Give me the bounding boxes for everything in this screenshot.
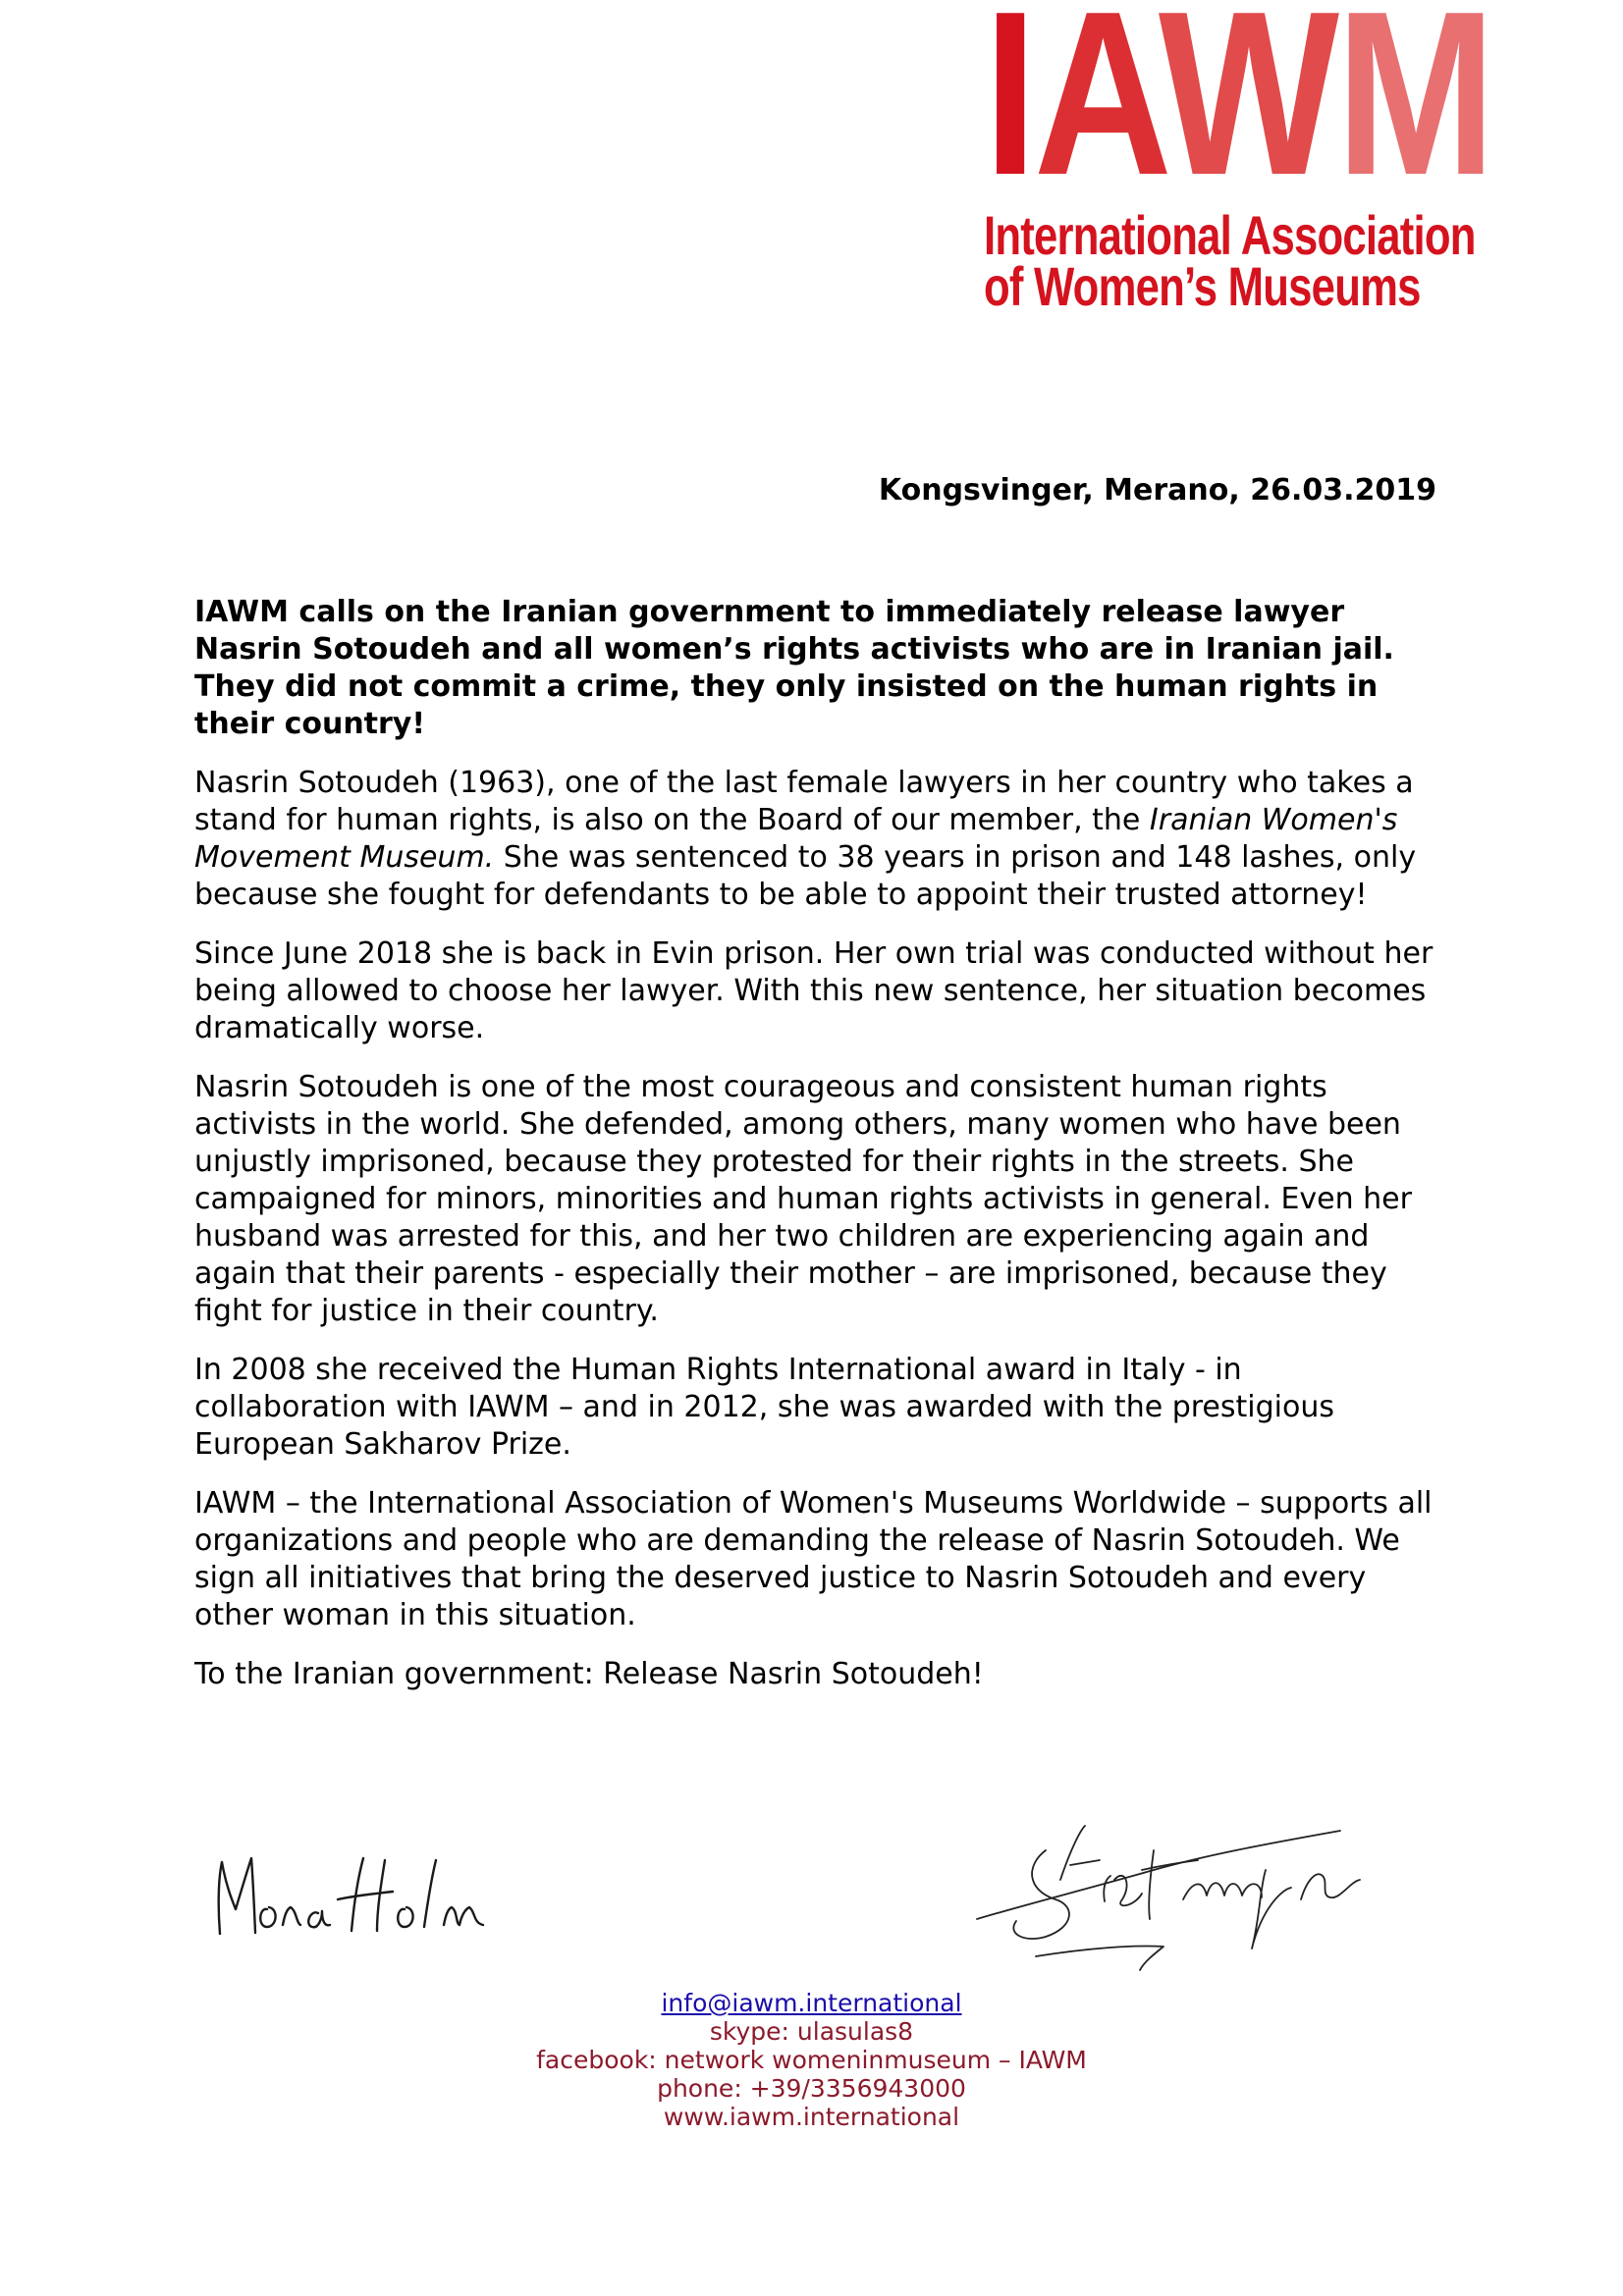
headline: IAWM calls on the Iranian government to immediately release lawyer Nasrin Sotoudeh and all women’s rights activists who are in Iranian jail. They did not commit a crime, they only insisted on the human rights in their country! <box>194 595 1394 741</box>
museum-name: Iranian Women's Movement Museum. <box>194 803 1398 875</box>
logo-acronym: IAWM <box>984 0 1493 224</box>
paragraph-4: In 2008 she received the Human Rights International award in Italy - in collaboration with IAWM – and in 2012, she was awarded with the prestigious European Sakharov Prize. <box>194 1353 1334 1462</box>
signature-mona-holm <box>208 1841 503 1949</box>
phone-line: phone: +39/3356943000 <box>657 2074 966 2103</box>
paragraph-2: Since June 2018 she is back in Evin prison. Her own trial was conducted without her being allowed to choose her lawyer. With this new sentence, her situation becomes dramatically worse. <box>194 936 1434 1045</box>
paragraph-5: IAWM – the International Association of Women's Museums Worldwide – supports all organizations and people who are demanding the release of Nasrin Sotoudeh. We sign all initiatives that bring the deserved justice to Nasrin Sotoudeh and every other woman in this situation. <box>194 1486 1433 1632</box>
paragraph-3: Nasrin Sotoudeh is one of the most courageous and consistent human rights activists in the world. She defended, among others, many women who have been unjustly imprisoned, because they protested for their rights in the streets. She campaigned for minors, minorities and human rights activists in general. Even her husband was arrested for this, and her two children are experiencing again and again that their parents - especially their mother – are imprisoned, because they fight for justice in their country. <box>194 1070 1412 1328</box>
paragraph-6: To the Iranian government: Release Nasrin Sotoudeh! <box>194 1657 984 1691</box>
skype-line: skype: ulasulas8 <box>709 2017 914 2046</box>
iawm-logo <box>984 0 1493 317</box>
website-line: www.iawm.international <box>663 2103 960 2131</box>
dateline: Kongsvinger, Merano, 26.03.2019 <box>878 473 1436 507</box>
email-link[interactable]: info@iawm.international <box>661 1989 962 2017</box>
logo-line-1: International Association <box>984 204 1476 266</box>
logo-line-2: of Women’s Museums <box>984 255 1421 317</box>
letter-body <box>194 594 1441 1715</box>
facebook-line: facebook: network womeninmuseum – IAWM <box>536 2046 1087 2074</box>
paragraph-1: Nasrin Sotoudeh (1963), one of the last female lawyers in her country who takes a stand for human rights, is also on the Board of our member, the Iranian Women's Movement Museum. She was sentenced to 38 years in prison and 148 lashes, only because she fought for defendants to be able to appoint their trusted attorney! <box>194 766 1417 912</box>
signature-astrid <box>967 1811 1380 1978</box>
contact-block <box>0 1989 1623 2131</box>
